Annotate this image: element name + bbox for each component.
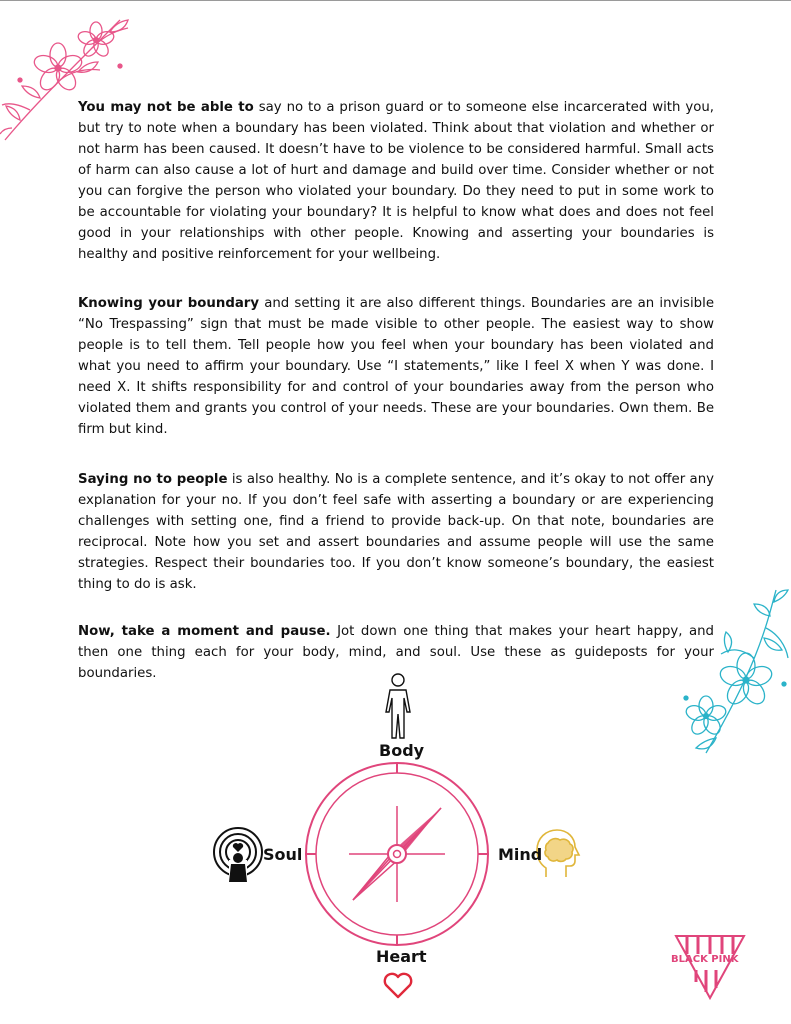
compass-needle: [353, 808, 441, 900]
compass-label-mind: Mind: [498, 845, 543, 864]
paragraph-knowing-boundary: [78, 293, 714, 440]
compass-inner-ring: [316, 773, 478, 935]
compass-label-body: Body: [379, 741, 425, 760]
compass-label-heart: Heart: [376, 947, 427, 966]
paragraph-lead: Saying no to people: [78, 472, 228, 487]
paragraph-take-a-moment: [78, 621, 714, 684]
paragraph-text: say no to a prison guard or to someone else incarcerated with you, but try to note when a boundary has been violated. Think about that violation and whether or not harm has been caused. It doesn’t have to be violence to be considered harmful. Small acts of harm can also cause a lot of hurt and damage and build over time. Consider whether or not you can forgive the person who violated your boundary. Do they need to put in some work to be accountable for violating your boundary? It is helpful to know what does and does not feel good in your relationships with other people. Knowing and asserting your boundaries is healthy and positive reinforcement for your wellbeing.: [78, 100, 714, 262]
paragraph-text: Jot down one thing that makes your heart happy, and then one thing each for your body, mind, and soul. Use these as guideposts for your boundaries.: [78, 624, 714, 681]
compass-center: [388, 845, 406, 863]
paragraph-lead: You may not be able to: [78, 100, 254, 115]
paragraph-lead: Knowing your boundary: [78, 296, 260, 311]
paragraph-text: and setting it are also different things. Boundaries are an invisible “No Trespassing” sign that must be made visible to other people. The easiest way to show people is to tell them. Tell people how you feel when your boundary has been violated and what you need to affirm your boundary. Use “I statements,” like I feel X when Y was done. I need X. It shifts responsibility for and control of your boundaries away from the person who violated them and grants you control of your needs. These are your boundaries. Own them. Be firm but kind.: [78, 296, 714, 437]
black-pink-logo: [676, 936, 744, 998]
paragraph-text: is also healthy. No is a complete sentence, and it’s okay to not offer any explanation for your no. If you don’t feel safe with asserting a boundary or are experiencing challenges with setting one, find a friend to provide back-up. On that note, boundaries are reciprocal. Note how you set and assert boundaries and assume people will use the same strategies. Respect their boundaries too. If you don’t know someone’s boundary, the easiest thing to do is ask.: [78, 472, 714, 592]
paragraph-prison-boundaries: [78, 97, 714, 265]
compass-outer-ring: [306, 763, 488, 945]
paragraph-lead: Now, take a moment and pause.: [78, 624, 331, 639]
heart-outline-icon: [385, 974, 411, 997]
brain-head-icon: [537, 830, 579, 877]
page-top-border: [0, 0, 791, 1]
paragraph-saying-no: [78, 469, 714, 595]
compass-label-soul: Soul: [263, 845, 303, 864]
heart-person-icon: [214, 828, 262, 882]
logo-text: BLACK PINK: [671, 954, 739, 965]
